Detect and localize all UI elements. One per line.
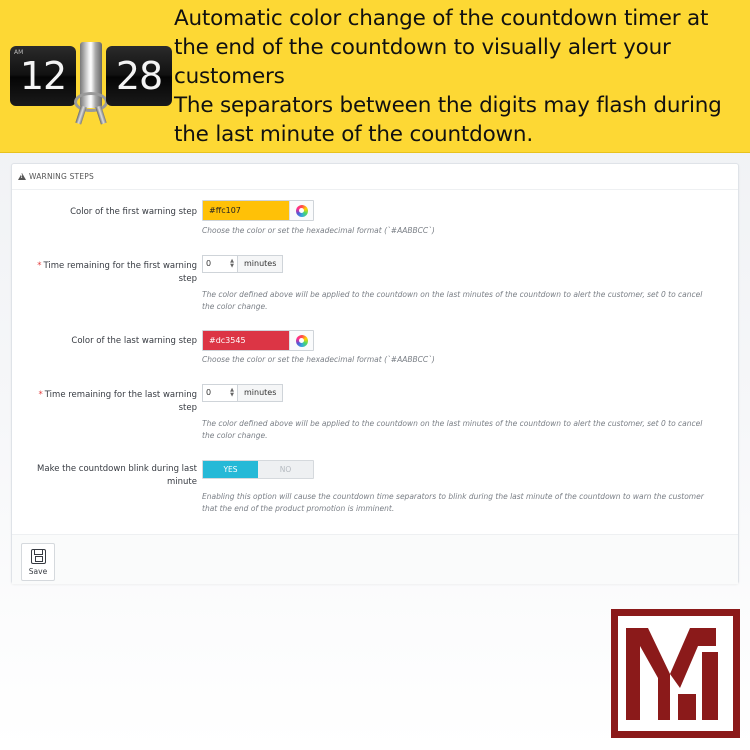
last-time-input[interactable] [202,384,237,402]
required-marker: * [38,390,43,400]
blink-no-option[interactable]: NO [279,465,292,474]
banner-line: Automatic color change of the countdown timer at [174,6,709,31]
clock-hour: 12 [19,54,67,98]
banner-line: The separators between the digits may flash during [174,93,722,118]
last-time-label-text: Time remaining for the last warning [44,390,197,400]
panel-footer [12,534,738,584]
last-time-help-text: The color defined above will be applied to the countdown on the last minutes of the countdown to alert the customer, set 0 to cancel [202,419,703,428]
floppy-disk-icon [31,549,46,564]
warning-triangle-icon [18,173,26,180]
blink-label-text: minute [167,477,197,487]
last-color-help: Choose the color or set the hexadecimal format (`#AABBCC`) [202,355,435,364]
blink-yes-option[interactable]: YES [203,461,258,478]
banner-line: the end of the countdown to visually alert your [174,35,671,60]
first-time-help [202,289,732,313]
clock-hour-flap [10,46,76,106]
clock-foot-right [95,106,106,125]
last-time-group [202,384,283,402]
first-time-label [12,260,197,286]
blink-label [12,463,197,489]
save-label: Save [28,566,48,576]
last-color-label: Color of the last warning step [71,336,197,346]
first-time-help-text: the color change. [202,302,268,311]
blink-help [202,491,732,515]
first-time-value: 0 [206,259,212,268]
last-color-field [202,330,314,351]
flip-clock-image [10,42,172,124]
warning-steps-panel [11,163,739,584]
first-color-field [202,200,314,221]
last-time-label-text: step [178,403,197,413]
blink-help-text: Enabling this option will cause the countdown time separators to blink during the last minute of the countdown to warn the customer [202,492,704,501]
required-marker: * [37,261,42,271]
banner-line: the last minute of the countdown. [174,122,533,147]
panel-title: WARNING STEPS [29,172,94,181]
last-color-picker-button[interactable] [289,331,313,350]
blink-switch[interactable] [202,460,314,479]
spinner-icon[interactable]: ▲ ▼ [230,387,234,398]
last-time-unit: minutes [237,384,283,402]
brand-logo [611,609,740,738]
first-color-help: Choose the color or set the hexadecimal format (`#AABBCC`) [202,226,435,235]
last-time-help [202,418,732,442]
clock-am-label: AM [14,49,24,56]
first-time-label-text: Time remaining for the first warning [43,261,197,271]
spinner-icon[interactable]: ▲ ▼ [230,258,234,269]
clock-minute: 28 [115,54,163,98]
first-time-help-text: The color defined above will be applied to the countdown on the last minutes of the countdown to alert the customer, set 0 to cancel [202,290,703,299]
first-time-label-text: step [178,274,197,284]
blink-label-text: Make the countdown blink during last [37,464,197,474]
color-wheel-icon [296,335,308,347]
first-color-picker-button[interactable] [289,201,313,220]
promo-banner [0,0,750,153]
color-wheel-icon [296,205,308,217]
last-time-value: 0 [206,388,212,397]
last-time-help-text: the color change. [202,431,268,440]
last-color-input[interactable]: #dc3545 [203,331,289,350]
first-time-input[interactable] [202,255,237,273]
first-color-input[interactable]: #ffc107 [203,201,289,220]
blink-help-text: that the end of the product promotion is imminent. [202,504,395,513]
first-time-unit: minutes [237,255,283,273]
last-time-label [12,389,197,415]
banner-line: customers [174,64,285,89]
first-color-label: Color of the first warning step [70,207,197,217]
first-time-group [202,255,283,273]
panel-header [12,164,738,190]
clock-minute-flap [106,46,172,106]
banner-text [174,4,746,149]
save-button[interactable] [21,543,55,581]
brand-logo-mark [618,616,733,731]
